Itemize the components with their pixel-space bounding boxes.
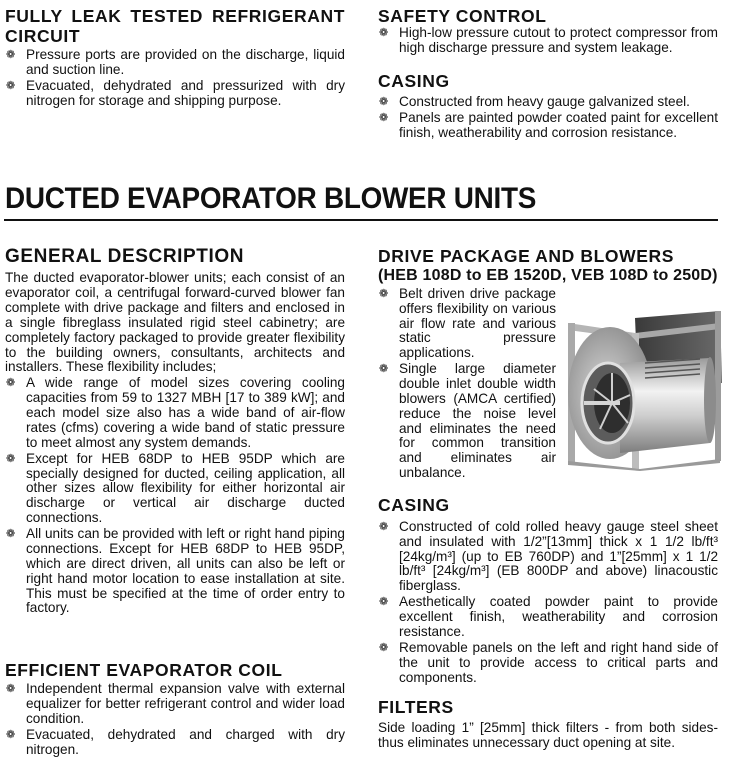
bullet-icon: ❁ xyxy=(379,27,389,39)
blower-image xyxy=(560,303,725,471)
general-description-section xyxy=(5,246,345,618)
page-title-wrap xyxy=(5,182,719,216)
list-item: ❁ A wide range of model sizes covering cooling capacities from 59 to 1327 MBH [17 to 389 kW]; and each model size also has a wide band of air-flow rates (cfms) covering a wide band of static pressure to meet almost any system demands. xyxy=(6,375,345,450)
filters-paragraph: Side loading 1” [25mm] thick filters - from both sides-thus eliminates unnecessary duct opening at site. xyxy=(378,720,718,750)
bullet-list xyxy=(5,48,345,109)
section-heading: FILTERS xyxy=(378,697,454,717)
bullet-icon: ❁ xyxy=(379,521,389,533)
safety-control-section xyxy=(378,6,718,142)
bullet-list xyxy=(378,520,718,686)
section-heading: DRIVE PACKAGE AND BLOWERS xyxy=(378,246,674,266)
bullet-icon: ❁ xyxy=(6,80,16,93)
bullet-list xyxy=(378,26,718,56)
refrigerant-circuit-section xyxy=(5,6,345,110)
list-item: ❁ Removable panels on the left and right hand side of the unit to provide access to critical parts and components. xyxy=(379,640,718,685)
filters-section xyxy=(378,697,718,751)
bullet-icon: ❁ xyxy=(379,596,389,609)
title-divider xyxy=(4,219,718,221)
bullet-icon: ❁ xyxy=(379,642,389,655)
bullet-icon: ❁ xyxy=(379,288,389,300)
list-item: ❁ Constructed of cold rolled heavy gauge steel sheet and insulated with 1/2”[13mm] thick x 1 1/2 lb/ft³ [24kg/m³] (up to EB 760DP) and 1”[25mm] x 1 1/2 lb/ft³ [24kg/m³] (EB 800DP and above) linacoustic fiberglass. xyxy=(379,519,718,594)
bullet-list xyxy=(378,287,556,481)
list-item: ❁ High-low pressure cutout to protect compressor from high discharge pressure and system leakage. xyxy=(379,25,718,55)
bullet-icon: ❁ xyxy=(6,377,16,390)
list-item: ❁ Panels are painted powder coated paint for excellent finish, weatherability and corrosion resistance. xyxy=(379,109,718,140)
bullet-icon: ❁ xyxy=(6,683,16,695)
bullet-icon: ❁ xyxy=(379,95,389,108)
bullet-icon: ❁ xyxy=(379,111,389,124)
list-item: ❁ Independent thermal expansion valve with external equalizer for better refrigerant control and wider load condition. xyxy=(6,681,345,726)
list-item: ❁ Belt driven drive package offers flexibility on various air flow rate and various static pressure applications. xyxy=(379,286,556,361)
evaporator-coil-section xyxy=(5,660,345,759)
blower-illustration-icon xyxy=(560,303,725,471)
section-heading: FULLY LEAK TESTED REFRIGERANT CIRCUIT xyxy=(5,6,345,46)
list-item: ❁ Single large diameter double inlet double width blowers (AMCA certified) reduce the noise level and eliminates the need for common transition and eliminates air unbalance. xyxy=(379,361,556,481)
bullet-list xyxy=(378,95,718,141)
bullet-icon: ❁ xyxy=(6,528,16,541)
section-heading: EFFICIENT EVAPORATOR COIL xyxy=(5,660,283,680)
list-item: ❁ All units can be provided with left or right hand piping connections. Except for HEB 68DP to HEB 95DP, which are direct driven, all units can also be left or right hand motor location to ease installation at site. This must be specified at the time of order entry to factory. xyxy=(6,526,345,616)
section-heading: CASING xyxy=(378,70,450,91)
bullet-icon: ❁ xyxy=(6,452,16,465)
list-item: ❁ Evacuated, dehydrated and charged with dry nitrogen. xyxy=(6,726,345,757)
section-subheading: (HEB 108D to EB 1520D, VEB 108D to 250D) xyxy=(378,267,718,284)
list-item: ❁ Evacuated, dehydrated and pressurized with dry nitrogen for storage and shipping purpose. xyxy=(6,78,345,108)
section-heading: GENERAL DESCRIPTION xyxy=(5,246,245,267)
list-item: ❁ Except for HEB 68DP to HEB 95DP which are specially designed for ducted, ceiling application, all other sizes allow flexibility for either horizontal air discharge or vertical air discharge ducted connections. xyxy=(6,450,345,526)
bullet-icon: ❁ xyxy=(379,363,389,376)
intro-paragraph: The ducted evaporator-blower units; each consist of an evaporator coil, a centrifugal forward-curved blower fan complete with drive package and filters and enclosed in a single fibreglass insulated rigid steel cabinetry; are completely factory packaged to provide greater flexibility to the building owners, consultants, architects and installers. These flexibility includes; xyxy=(5,270,345,375)
casing-section xyxy=(378,495,718,687)
page-title: DUCTED EVAPORATOR BLOWER UNITS xyxy=(5,182,537,215)
bullet-icon: ❁ xyxy=(6,49,16,61)
bullet-list xyxy=(5,682,345,757)
list-item: ❁ Aesthetically coated powder paint to provide excellent finish, weatherability and corrosion resistance. xyxy=(379,594,718,640)
section-heading: CASING xyxy=(378,495,450,515)
bullet-list xyxy=(5,376,345,616)
list-item: ❁ Pressure ports are provided on the discharge, liquid and suction line. xyxy=(6,47,345,77)
bullet-icon: ❁ xyxy=(6,728,16,741)
section-heading: SAFETY CONTROL xyxy=(378,6,547,26)
list-item: ❁ Constructed from heavy gauge galvanized steel. xyxy=(379,93,690,109)
